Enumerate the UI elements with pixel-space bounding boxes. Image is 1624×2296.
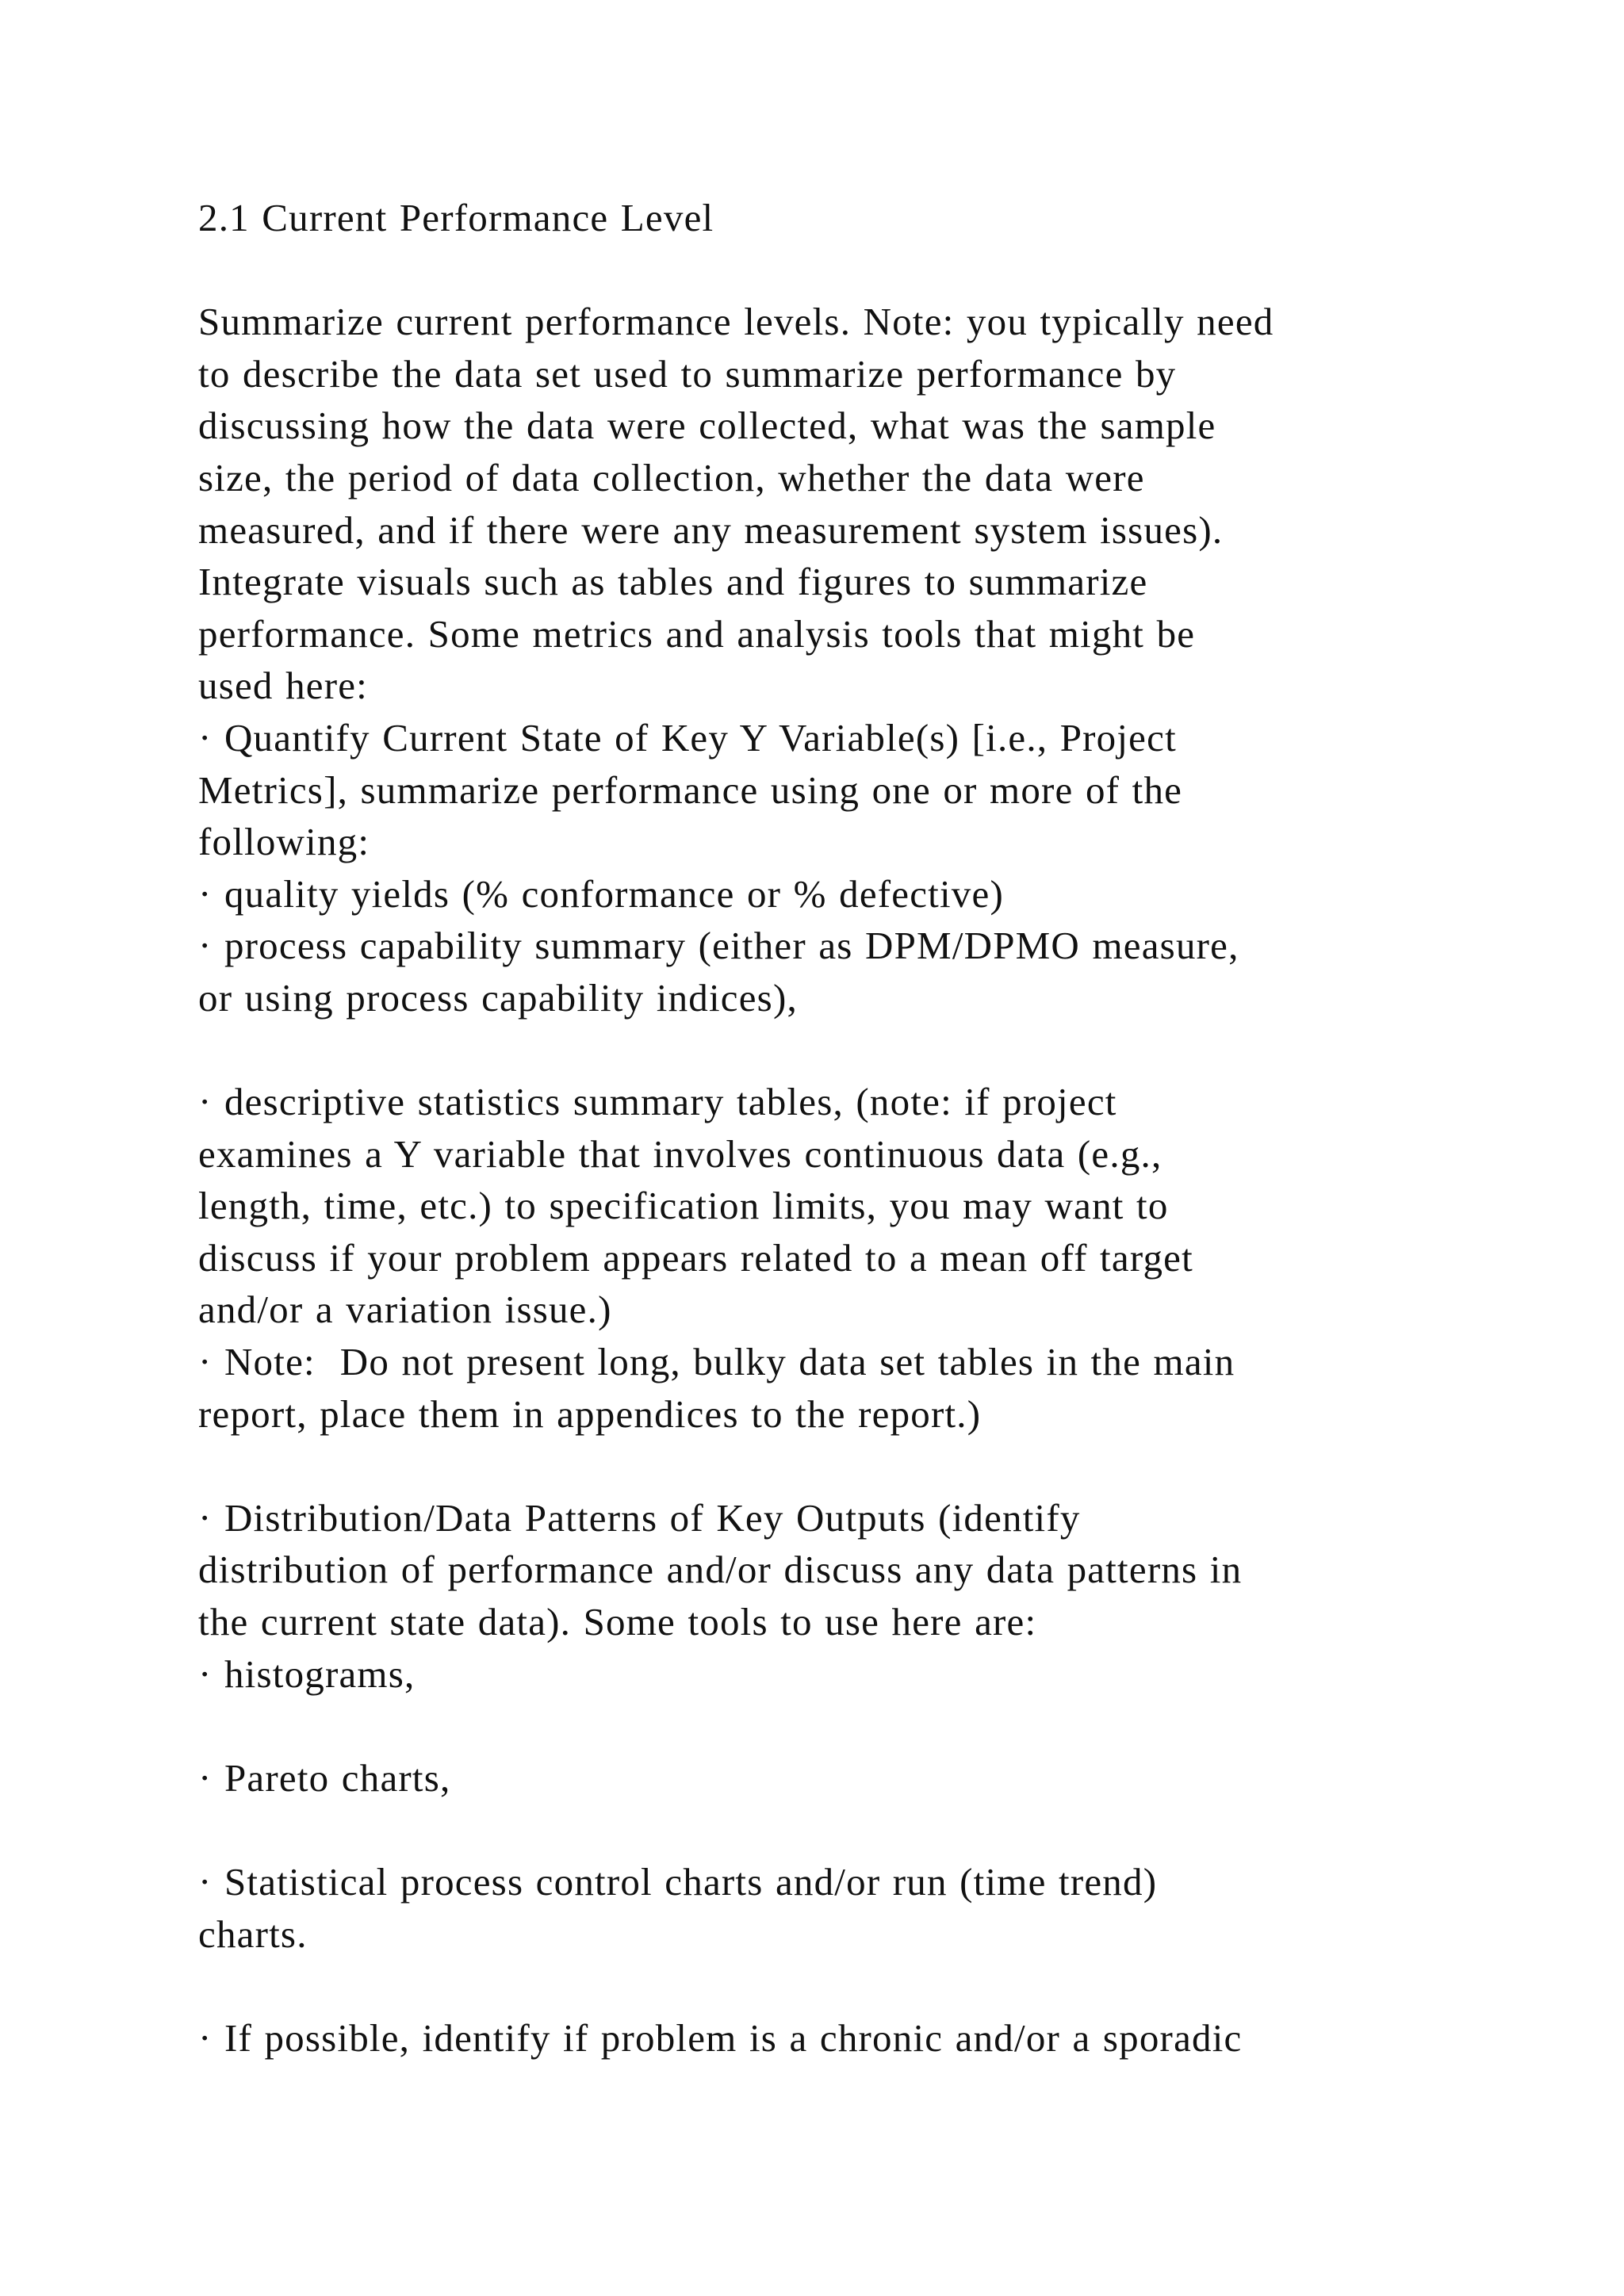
body-line: and/or a variation issue.): [198, 1288, 612, 1332]
paragraph-gap: [198, 1440, 1546, 1492]
body-line: or using process capability indices),: [198, 975, 798, 1020]
body-line: performance. Some metrics and analysis tools that might be: [198, 611, 1196, 656]
bullet-line: · Distribution/Data Patterns of Key Outputs (identify: [198, 1495, 1081, 1540]
bullet-line: · Quantify Current State of Key Y Variable(s) [i.e., Project: [198, 715, 1177, 760]
bullet-line: · quality yields (% conformance or % defective): [198, 871, 1004, 916]
paragraph-gap: [198, 1700, 1546, 1752]
section-heading: 2.1 Current Performance Level: [198, 196, 714, 239]
body-line: the current state data). Some tools to use here are:: [198, 1600, 1037, 1644]
paragraph-gap: [198, 244, 1546, 297]
body-line: discussing how the data were collected, what was the sample: [198, 404, 1216, 448]
body-line: discuss if your problem appears related to a mean off target: [198, 1235, 1193, 1280]
body-line: used here:: [198, 664, 368, 708]
body-line: distribution of performance and/or discuss any data patterns in: [198, 1548, 1243, 1592]
bullet-line: · histograms,: [198, 1651, 416, 1696]
body-line: Summarize current performance levels. Note: you typically need: [198, 300, 1274, 344]
bullet-line: · If possible, identify if problem is a chronic and/or a sporadic: [198, 2015, 1243, 2060]
body-line: following:: [198, 820, 370, 864]
paragraph-gap: [198, 1024, 1546, 1077]
body-line: Integrate visuals such as tables and figures to summarize: [198, 560, 1148, 604]
body-line: size, the period of data collection, whether the data were: [198, 455, 1145, 499]
body-line: Metrics], summarize performance using one or more of the: [198, 767, 1183, 812]
body-line: to describe the data set used to summarize performance by: [198, 351, 1177, 396]
bullet-line: · Note: Do not present long, bulky data set tables in the main: [198, 1340, 1235, 1384]
paragraph-gap: [198, 1960, 1546, 2012]
body-line: length, time, etc.) to specification limits, you may want to: [198, 1184, 1169, 1228]
bullet-line: · process capability summary (either as DPM/DPMO measure,: [198, 924, 1239, 968]
bullet-line: · descriptive statistics summary tables, (note: if project: [198, 1080, 1117, 1124]
body-line: report, place them in appendices to the report.): [198, 1391, 982, 1436]
body-line: charts.: [198, 1911, 308, 1956]
paragraph-gap: [198, 1804, 1546, 1856]
bullet-line: · Statistical process control charts and/or run (time trend): [198, 1860, 1158, 1904]
body-line: examines a Y variable that involves continuous data (e.g.,: [198, 1131, 1162, 1176]
bullet-line: · Pareto charts,: [198, 1755, 451, 1800]
body-line: measured, and if there were any measurement system issues).: [198, 507, 1224, 552]
document-body: [198, 192, 1546, 2064]
